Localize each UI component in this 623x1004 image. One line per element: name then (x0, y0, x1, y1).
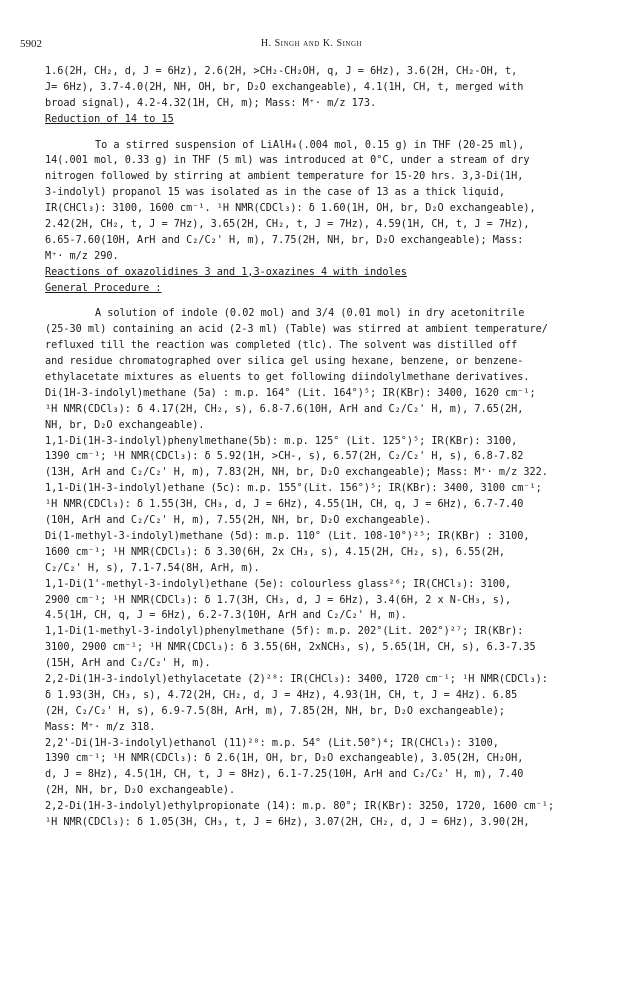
text-line: C₂/C₂' H, s), 7.1-7.54(8H, ArH, m). (45, 562, 260, 574)
text-line: 1,1-Di(1H-3-indolyl)ethane (5c): m.p. 155°(Lit. 156°)⁵; IR(KBr): 3400, 3100 cm⁻¹; (45, 483, 542, 495)
text-line: A solution of indole (0.02 mol) and 3/4 (0.01 mol) in dry acetonitrile (95, 308, 525, 320)
text-line: 2900 cm⁻¹; ¹H NMR(CDCl₃): δ 1.7(3H, CH₃, d, J = 6Hz), 3.4(6H, 2 x N-CH₃, s), (45, 594, 512, 606)
text-line: IR(CHCl₃): 3100, 1600 cm⁻¹. ¹H NMR(CDCl₃): δ 1.60(1H, OH, br, D₂O exchangeable), (45, 203, 536, 215)
section-heading-reactions: Reactions of oxazolidines 3 and 1,3-oxazines 4 with indoles (45, 266, 407, 278)
text-line: 1,1-Di(1H-3-indolyl)phenylmethane(5b): m.p. 125° (Lit. 125°)⁵; IR(KBr): 3100, (45, 435, 518, 447)
text-line: nitrogen followed by stirring at ambient temperature for 15-20 hrs. 3,3-Di(1H, (45, 171, 524, 183)
text-line: ¹H NMR(CDCl₃): δ 1.05(3H, CH₃, t, J = 6Hz), 3.07(2H, CH₂, d, J = 6Hz), 3.90(2H, (45, 816, 530, 828)
text-line: (15H, ArH and C₂/C₂' H, m). (45, 658, 211, 670)
text-line: NH, br, D₂O exchangeable). (45, 419, 205, 431)
text-line: (10H, ArH and C₂/C₂' H, m), 7.55(2H, NH, br, D₂O exchangeable). (45, 515, 432, 527)
compound-2 (45, 672, 593, 736)
text-line: J= 6Hz), 3.7-4.0(2H, NH, OH, br, D₂O exchangeable), 4.1(1H, CH, t, merged with (45, 81, 524, 93)
text-line: d, J = 8Hz), 4.5(1H, CH, t, J = 8Hz), 6.1-7.25(10H, ArH and C₂/C₂' H, m), 7.40 (45, 769, 524, 781)
text-line: ¹H NMR(CDCl₃): δ 4.17(2H, CH₂, s), 6.8-7.6(10H, ArH and C₂/C₂' H, m), 7.65(2H, (45, 403, 524, 415)
text-line: 2.42(2H, CH₂, t, J = 7Hz), 3.65(2H, CH₂, t, J = 7Hz), 4.59(1H, CH, t, J = 7Hz), (45, 219, 530, 231)
text-line: (2H, C₂/C₂' H, s), 6.9-7.5(8H, ArH, m), 7.85(2H, NH, br, D₂O exchangeable); (45, 705, 506, 717)
text-line: 2,2-Di(1H-3-indolyl)ethylpropionate (14): m.p. 80°; IR(KBr): 3250, 1720, 1600 cm⁻¹; (45, 801, 555, 813)
text-line: 14(.001 mol, 0.33 g) in THF (5 ml) was introduced at 0°C, under a stream of dry (45, 155, 530, 167)
text-line: (2H, NH, br, D₂O exchangeable). (45, 785, 236, 797)
text-line: ethylacetate mixtures as eluents to get following diindolylmethane derivatives. (45, 372, 530, 384)
text-line: refluxed till the reaction was completed (tlc). The solvent was distilled off (45, 340, 518, 352)
compound-14 (45, 799, 593, 831)
text-line: (13H, ArH and C₂/C₂' H, m), 7.83(2H, NH, br, D₂O exchangeable); Mass: M⁺· m/z 322. (45, 467, 548, 479)
text-line: broad signal), 4.2-4.32(1H, CH, m); Mass: M⁺· m/z 173. (45, 97, 377, 109)
text-line: 4.5(1H, CH, q, J = 6Hz), 6.2-7.3(10H, ArH and C₂/C₂' H, m). (45, 610, 407, 622)
text-line: 1.6(2H, CH₂, d, J = 6Hz), 2.6(2H, >CH₂-CH₂OH, q, J = 6Hz), 3.6(2H, CH₂-OH, t, (45, 66, 518, 77)
text-line: To a stirred suspension of LiAlH₄(.004 mol, 0.15 g) in THF (20-25 ml), (95, 139, 525, 151)
text-line: ¹H NMR(CDCl₃): δ 1.55(3H, CH₃, d, J = 6Hz), 4.55(1H, CH, q, J = 6Hz), 6.7-7.40 (45, 499, 524, 511)
reduction-paragraph (45, 138, 593, 265)
compound-11 (45, 736, 593, 800)
text-line: Di(1-methyl-3-indolyl)methane (5d): m.p. 110° (Lit. 108-10°)²⁵; IR(KBr) : 3100, (45, 530, 530, 542)
compound-5d (45, 529, 593, 577)
section-heading-reduction: Reduction of 14 to 15 (45, 113, 174, 125)
text-line: 1390 cm⁻¹; ¹H NMR(CDCl₃): δ 5.92(1H, >CH-, s), 6.57(2H, C₂/C₂' H, s), 6.8-7.82 (45, 451, 524, 463)
text-line: 1,1-Di(1'-methyl-3-indolyl)ethane (5e): colourless glass²⁶; IR(CHCl₃): 3100, (45, 578, 512, 590)
text-line: 3-indolyl) propanol 15 was isolated as in the case of 13 as a thick liquid, (45, 187, 506, 199)
text-line: δ 1.93(3H, CH₃, s), 4.72(2H, CH₂, d, J = 4Hz), 4.93(1H, CH, t, J = 4Hz). 6.85 (45, 689, 518, 701)
text-line: M⁺· m/z 290. (45, 250, 119, 262)
text-line: Di(1H-3-indolyl)methane (5a) : m.p. 164° (Lit. 164°)⁵; IR(KBr): 3400, 1620 cm⁻¹; (45, 387, 536, 399)
section-heading-general: General Procedure : (45, 282, 162, 294)
text-line: 1390 cm⁻¹; ¹H NMR(CDCl₃): δ 2.6(1H, OH, br, D₂O exchangeable), 3.05(2H, CH₂OH, (45, 753, 524, 765)
text-line: 2,2'-Di(1H-3-indolyl)ethanol (11)²⁸: m.p. 54° (Lit.50°)⁴; IR(CHCl₃): 3100, (45, 737, 499, 749)
general-paragraph (45, 306, 593, 385)
page-header (20, 38, 603, 54)
text-line: 2,2-Di(1H-3-indolyl)ethylacetate (2)²⁸: IR(CHCl₃): 3400, 1720 cm⁻¹; ¹H NMR(CDCl₃): (45, 673, 548, 685)
page-number: 5902 (20, 38, 42, 50)
compound-5c (45, 481, 593, 529)
text-line: 3100, 2900 cm⁻¹; ¹H NMR(CDCl₃): δ 3.55(6H, 2xNCH₃, s), 5.65(1H, CH, s), 6.3-7.35 (45, 642, 536, 654)
text-line: and residue chromatographed over silica gel using hexane, benzene, or benzene- (45, 356, 524, 368)
compound-5a (45, 386, 593, 434)
text-line: 1600 cm⁻¹; ¹H NMR(CDCl₃): δ 3.30(6H, 2x CH₃, s), 4.15(2H, CH₂, s), 6.55(2H, (45, 546, 506, 558)
running-title: H. Singh and K. Singh (260, 38, 363, 49)
text-line: 6.65-7.60(10H, ArH and C₂/C₂' H, m), 7.75(2H, NH, br, D₂O exchangeable); Mass: (45, 234, 524, 246)
compound-5e (45, 577, 593, 625)
text-line: (25-30 ml) containing an acid (2-3 ml) (Table) was stirred at ambient temperature/ (45, 324, 548, 336)
compound-5b (45, 434, 593, 482)
nmr-continuation (45, 64, 593, 112)
text-line: 1,1-Di(1-methyl-3-indolyl)phenylmethane (5f): m.p. 202°(Lit. 202°)²⁷; IR(KBr): (45, 626, 524, 638)
page-body (45, 64, 593, 831)
text-line: Mass: M⁺· m/z 318. (45, 721, 156, 733)
compound-5f (45, 624, 593, 672)
